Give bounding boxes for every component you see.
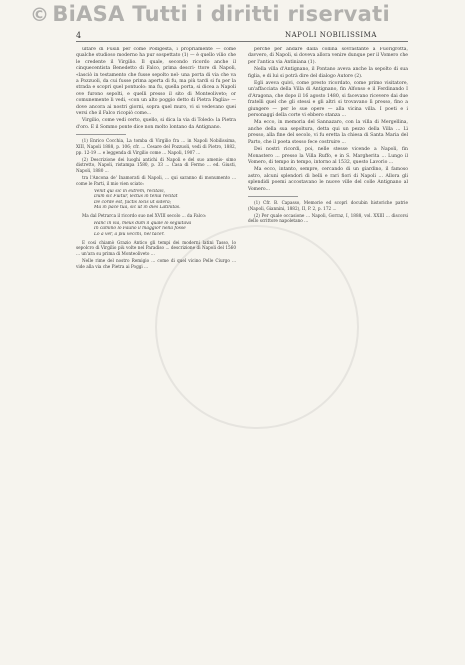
verse-block [94,221,236,238]
verse-line: Lo a ver, a più vecchi, nel tacer. [94,232,165,238]
watermark-text: BiASA Tutti i diritti riservati [52,2,390,26]
paragraph: Virgilio, come vedi certo, quello, si dica la via di Toledo: la Pietra d'oro. E il Sommo ponte dice non molto lontano da Antignano. [76,118,236,130]
right-column [248,47,408,657]
paragraph: Nelle rime del nostro Remigio ... come di quel vicino Pelle Ciurgo ... vide alla via che Pietra ai Poggi ... [76,258,236,269]
page-number: 4 [76,31,82,40]
left-column [76,47,236,657]
paragraph: E così chiamò Grazio Antico gli tempi dei moderni latini Tasso, lo sepolcro di Virgilio più volte nel Paradiso ... descrizione di Napoli del 1560 ... un'ara su prima di Monteoliveto ... [76,239,236,257]
running-title: NAPOLI NOBILISSIMA [285,31,377,39]
verse-line: Ma in pace tua, sic ut in dies Latinitas. [94,205,181,211]
footnote-rule [76,134,126,135]
verse-line: In camino lo Fauno il maggior nella fosse [94,226,186,232]
paragraph: Ma ecco, intanto, sempre, cercando di un giardino, il famoso astro, alcuni splendori di belli e rari fiori di Napoli ... Allora gli splendidi poemi accostavano le nuove ville del colle Antignano al Vomero... [248,167,408,192]
watermark [30,2,390,26]
footnote-rule [248,196,298,197]
footnote: (2) Per quale occasione ... Napoli, Gorraz, I, 1888, vol. XXIII ... discorsi dello scrittore napoletano ... [248,212,408,224]
copyright-icon: © [30,4,50,26]
verse-line: Dum sic Fuitur, lectus in tenui recitat [94,194,178,200]
verse-line: Hanc in via, meus dum il quale lo seguitava [94,220,192,226]
paragraph: Ma ecco, in memoria del Sannazaro, con la villa di Mergellina, anche della sua sepoltura, detta qui un pezzo della Villa ... Lì presso, alla fine del secolo, vi fu eretta la chiesa di Santa Maria del Parto, che il poeta stesso fece costruire ... [248,120,408,145]
verse-line: De corde est, factis locis ut sidera; [94,199,172,205]
verse-intro: tra l'Ancona de' Inamorati di Napoli, ... qui saranno di monumento ... come le Parti, il mio vien sciato: [76,175,236,186]
paragraph: perché per andare dalla collina sovrastante a Fuorigrotta, davvero, di Napoli, si doveva allora venire dunque per il Vomero che per l'antica via Antiniana (1). [248,47,408,65]
paragraph: ultare di Fusili per come Podigesta, i propriamente — come qualche studioso moderno ha pur sospettato (1) — è quello vilio che le credente il Virgilio. Il quale, secondo ricordo anche il cinquecentista Benedetto di Falco, prima descri- ttore di Napoli, «lasciò in testamento che fusse sepolto nel- una porta di via che va a Pozzuoli, da cui fusse prima aperta di fu, ma più tardi si fu per la strada e scopri quel pontuolo: ma fu, quella porta, si dicea a Napoli ove furono sepolti, e quelli presso il sito di Monteoliveto; or comunemente li vedi, «con un alto poggio detto di Pietra Paglia» — dove ancora ai nostri giorni, sopra quel muro, vi si vedevano quei versi che il Falco ricopiò come... [76,47,236,117]
verse-intro: Ma dal Petrarca il ricordo suo nel XVIII secolo ... da Falco: [82,213,207,219]
header-rule [76,41,408,42]
footnote: (2) Descrizione dei luoghi antichi di Napoli e del suo amenis- simo distretto, Napoli, ristampa 1580, p. 33 ... Casa di Fermo ... ed. Giusti, Napoli, 1880 ... [76,156,236,174]
paragraph: Egli aveva quivi, come presto ricordato, come primo visitatore, un'affacciata della Villa di Antignano, fin Alfonso e il Ferdinando I d'Aragona, che dopo il 16 agosto 1480, si facevano ricevere dai due fratelli quel che gli stessi e gli altri si trovavano lì presso, fino a giungere — per le sue opere — alla vicina villa. I poeti e i personaggi della corte vi ebbero stanza ... [248,81,408,119]
verse-line: Venit qui sic in extrem, recitavi, [94,188,166,194]
paragraph: Nella villa d'Antignano, il Pontano aveva anche la sepolto di sua figlia, e di lui si potrà dire del dialogo Autore (2). [248,67,408,79]
verse-block [94,189,236,211]
paragraph: Dei nostri ricordi, poi, nelle stesse vicende a Napoli, fin Monastero ... presso la Villa Ruffo, e in S. Margherita ... Lungo il Vomero, di tempo in tempo, intorno al 1532, questo Lavorio ... [248,147,408,165]
footnote: (1) Enrico Cocchia, La tomba di Virgilio fra ... in Napoli Nobilissima, XIII, Napoli 1888, p. 106; cfr. ... Cesare del Pozzuoli, vedi di Pietro, 1882, pp. 12-19 ... e leggenda di Virgilio come ... Napoli, 1907 ... [76,138,236,155]
footnote: (1) Cfr. B. Capasso, Memorie ed scoprì docubin historiche patrie (Napoli, Giannini, 1882), II, P. 2, p. 172 ... [248,199,408,211]
